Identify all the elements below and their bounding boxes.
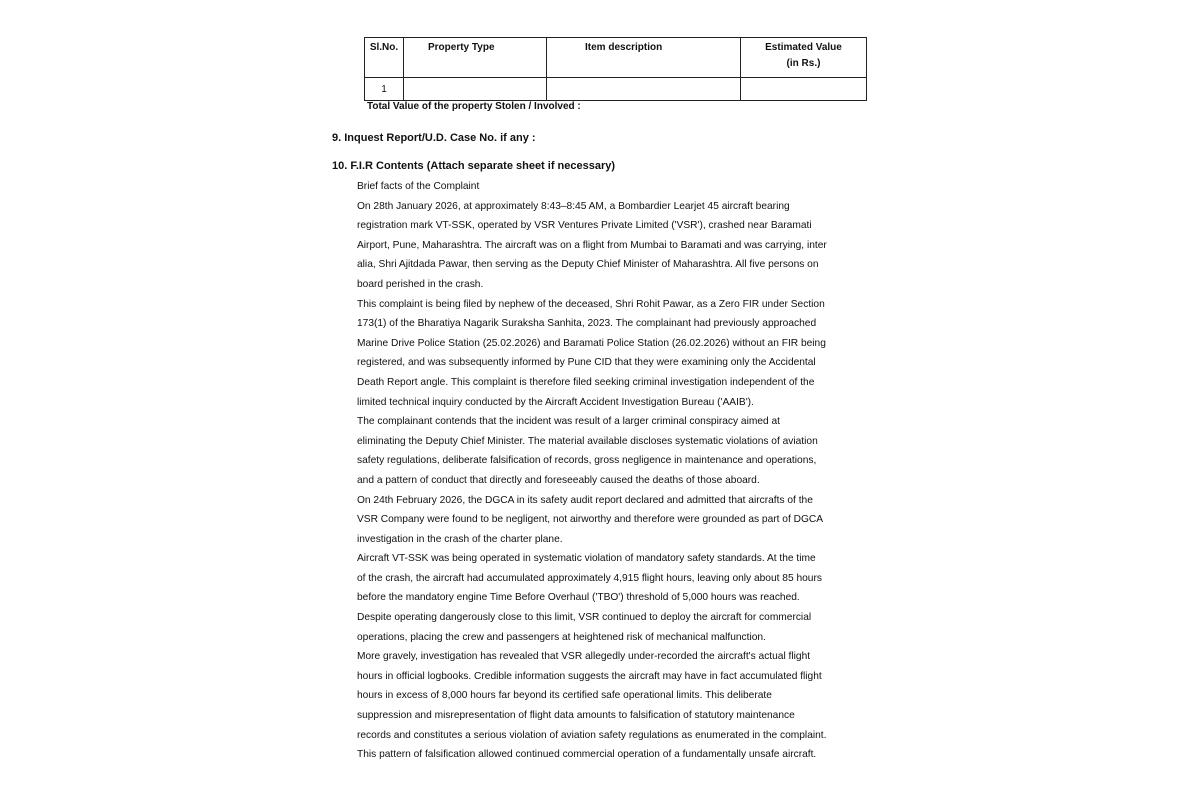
total-value-label: Total Value of the property Stolen / Involved : — [367, 101, 581, 112]
text-line: This complaint is being filed by nephew of the deceased, Shri Rohit Pawar, as a Zero FIR under Section — [357, 298, 825, 310]
cell-property-type — [404, 78, 547, 101]
text-line: suppression and misrepresentation of flight data amounts to falsification of statutory maintenance — [357, 710, 795, 722]
text-line: board perished in the crash. — [357, 278, 484, 290]
text-line: This pattern of falsification allowed continued commercial operation of a fundamentally unsafe aircraft. — [357, 749, 817, 761]
text-line: On 24th February 2026, the DGCA in its safety audit report declared and admitted that aircrafts of the — [357, 494, 813, 506]
section-9-heading: 9. Inquest Report/U.D. Case No. if any : — [332, 132, 536, 144]
text-line: On 28th January 2026, at approximately 8:43–8:45 AM, a Bombardier Learjet 45 aircraft bearing — [357, 200, 790, 212]
header-slno: Sl.No. — [365, 38, 404, 78]
cell-slno: 1 — [365, 78, 404, 101]
text-line: operations, placing the crew and passengers at heightened risk of mechanical malfunction. — [357, 631, 766, 643]
text-line: Despite operating dangerously close to this limit, VSR continued to deploy the aircraft for commercial — [357, 612, 812, 624]
cell-estimated-value — [741, 78, 867, 101]
text-line: The complainant contends that the incident was result of a larger criminal conspiracy aimed at — [357, 416, 780, 428]
section-10-heading: 10. F.I.R Contents (Attach separate sheet if necessary) — [332, 160, 616, 172]
text-line: VSR Company were found to be negligent, not airworthy and therefore were grounded as part of DGCA — [357, 514, 824, 526]
text-line: More gravely, investigation has revealed that VSR allegedly under-recorded the aircraft's actual flight — [357, 651, 811, 663]
text-line: registration mark VT-SSK, operated by VSR Ventures Private Limited ('VSR'), crashed near Baramati — [357, 220, 812, 232]
text-line: registered, and was subsequently informed by Pune CID that they were examining only the Accidental — [357, 357, 816, 369]
cell-item-description — [547, 78, 741, 101]
text-line: and a pattern of conduct that directly and foreseeably caused the deaths of those aboard. — [357, 474, 760, 486]
header-property-type: Property Type — [404, 38, 547, 78]
text-line: eliminating the Deputy Chief Minister. The material available discloses systematic violations of aviation — [357, 435, 818, 447]
text-line: limited technical inquiry conducted by the Aircraft Accident Investigation Bureau ('AAIB'). — [357, 396, 754, 408]
brief-facts-heading: Brief facts of the Complaint — [357, 181, 480, 192]
text-line: 173(1) of the Bharatiya Nagarik Suraksha Sanhita, 2023. The complainant had previously approached — [357, 318, 817, 330]
fir-contents-text — [357, 177, 877, 765]
text-line: investigation in the crash of the charter plane. — [357, 533, 563, 545]
table-header-row — [365, 38, 867, 78]
header-estimated-value-label: Estimated Value — [765, 42, 842, 53]
text-line: Aircraft VT-SSK was being operated in systematic violation of mandatory safety standards. At the time — [357, 553, 816, 565]
text-line: of the crash, the aircraft had accumulated approximately 4,915 flight hours, leaving only about 85 hours — [357, 572, 822, 584]
property-table — [364, 37, 867, 101]
header-estimated-value-unit: (in Rs.) — [786, 58, 821, 69]
text-line: Death Report angle. This complaint is therefore filed seeking criminal investigation independent of the — [357, 376, 815, 388]
text-line: before the mandatory engine Time Before Overhaul ('TBO') threshold of 5,000 hours was reached. — [357, 592, 800, 604]
text-line: Airport, Pune, Maharashtra. The aircraft was on a flight from Mumbai to Baramati and was carrying, inter — [357, 239, 827, 251]
header-estimated-value — [741, 38, 867, 78]
text-line: Marine Drive Police Station (25.02.2026) and Baramati Police Station (26.02.2026) without an FIR being — [357, 337, 826, 349]
text-line: hours in excess of 8,000 hours far beyond its certified safe operational limits. This deliberate — [357, 690, 772, 702]
header-item-description: Item description — [547, 38, 741, 78]
text-line: records and constitutes a serious violation of aviation safety regulations as enumerated in the complaint. — [357, 729, 827, 741]
table-row — [365, 78, 867, 101]
text-line: hours in official logbooks. Credible information suggests the aircraft may have in fact accumulated flight — [357, 670, 822, 682]
text-line: safety regulations, deliberate falsification of records, gross negligence in maintenance and operations, — [357, 455, 817, 467]
text-line: alia, Shri Ajitdada Pawar, then serving as the Deputy Chief Minister of Maharashtra. All five persons on — [357, 259, 819, 271]
